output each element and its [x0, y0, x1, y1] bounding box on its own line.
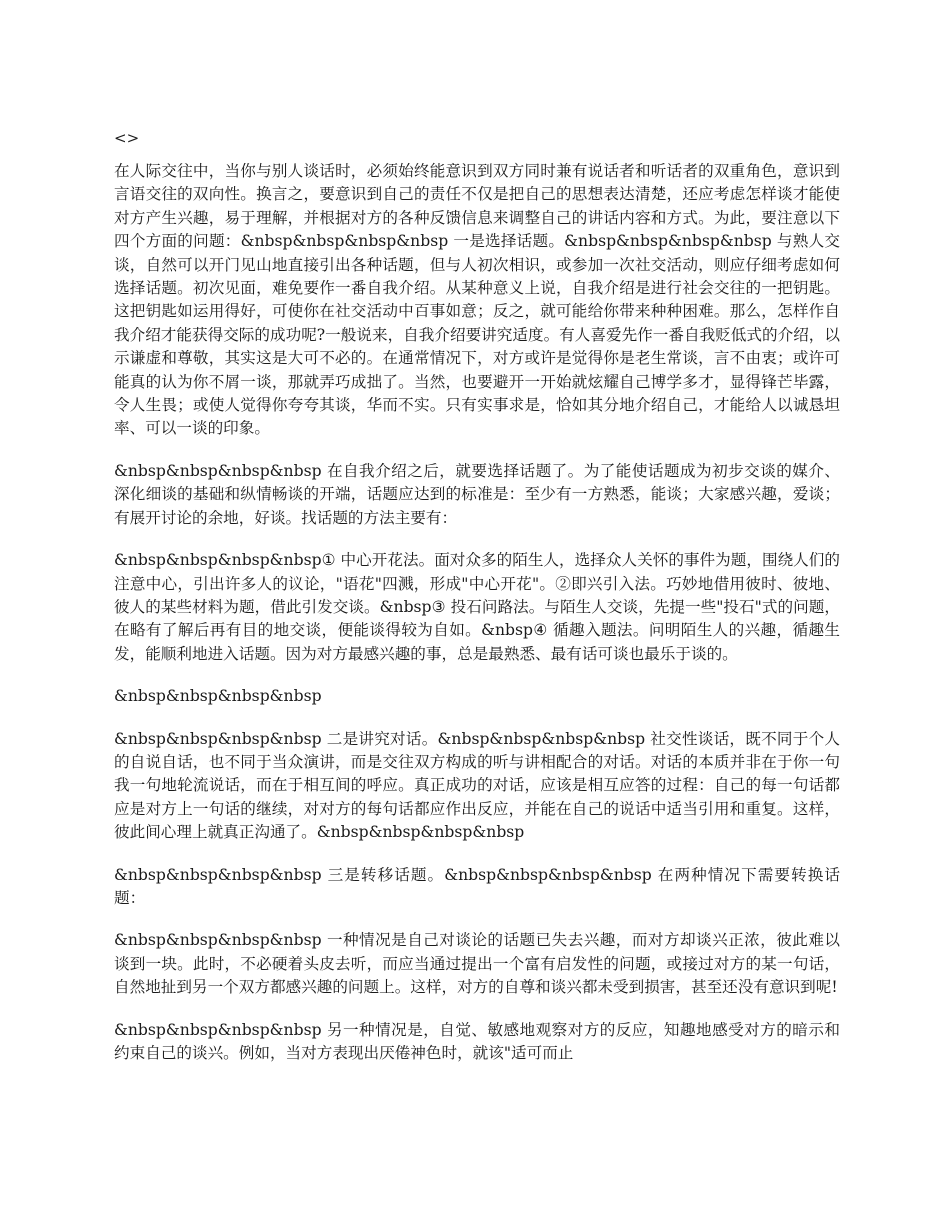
- paragraph-topic-methods: &nbsp&nbsp&nbsp&nbsp① 中心开花法。面对众多的陌生人，选择众人关怀的事件为题，围绕人们的注意中心，引出许多人的议论，"语花"四溅，形成"中心开花"。②即兴引入法。巧妙地借用彼时、彼地、彼人的某些材料为题，借此引发交谈。&nbsp③ 投石问路法。与陌生人交谈，先提一些"投石"式的问题，在略有了解后再有目的地交谈，便能谈得较为自如。&nbsp④ 循趣入题法。问明陌生人的兴趣，循趣生发，能顺利地进入话题。因为对方最感兴趣的事，总是最熟悉、最有话可谈也最乐于谈的。: [114, 551, 840, 663]
- document-body: [114, 160, 840, 1084]
- header-mark: <>: [114, 129, 140, 147]
- paragraph-intro-topic-selection: 在人际交往中，当你与别人谈话时，必须始终能意识到双方同时兼有说话者和听话者的双重角色，意识到言语交往的双向性。换言之，要意识到自己的责任不仅是把自己的思想表达清楚，还应考虑怎样谈才能使对方产生兴趣，易于理解，并根据对方的各种反馈信息来调整自己的讲话内容和方式。为此，要注意以下四个方面的问题：&nbsp&nbsp&nbsp&nbsp 一是选择话题。&nbsp&nbsp&nbsp&nbsp 与熟人交谈，自然可以开门见山地直接引出各种话题，但与人初次相识，或参加一次社交活动，则应仔细考虑如何选择话题。初次见面，难免要作一番自我介绍。从某种意义上说，自我介绍是进行社会交往的一把钥匙。这把钥匙如运用得好，可使你在社交活动中百事如意；反之，就可能给你带来种种困难。那么，怎样作自我介绍才能获得交际的成功呢?一般说来，自我介绍要讲究适度。有人喜爱先作一番自我贬低式的介绍，以示谦虚和尊敬，其实这是大可不必的。在通常情况下，对方或许是觉得你是老生常谈，言不由衷；或许可能真的认为你不屑一谈，那就弄巧成拙了。当然，也要避开一开始就炫耀自己博学多才，显得锋芒毕露，令人生畏；或使人觉得你夸夸其谈，华而不实。只有实事求是，恰如其分地介绍自己，才能给人以诚恳坦率、可以一谈的印象。: [114, 162, 840, 438]
- paragraph-case-one: &nbsp&nbsp&nbsp&nbsp 一种情况是自己对谈论的话题已失去兴趣，而对方却谈兴正浓，彼此难以谈到一块。此时，不必硬着头皮去听，而应当通过提出一个富有启发性的问题，或接过对方的某一句话，自然地扯到另一个双方都感兴趣的问题上。这样，对方的自尊和谈兴都未受到损害，甚至还没有意识到呢!: [114, 931, 840, 997]
- paragraph-shift-topic: &nbsp&nbsp&nbsp&nbsp 三是转移话题。&nbsp&nbsp&nbsp&nbsp 在两种情况下需要转换话题：: [114, 865, 840, 907]
- paragraph-choose-topic: &nbsp&nbsp&nbsp&nbsp 在自我介绍之后，就要选择话题了。为了能使话题成为初步交谈的媒介、深化细谈的基础和纵情畅谈的开端，话题应达到的标准是：至少有一方熟悉，能谈；大家感兴趣，爱谈；有展开讨论的余地，好谈。找话题的方法主要有：: [114, 461, 840, 527]
- paragraph-case-two: &nbsp&nbsp&nbsp&nbsp 另一种情况是，自觉、敏感地观察对方的反应，知趣地感受对方的暗示和约束自己的谈兴。例如，当对方表现出厌倦神色时，就该"适可而止: [114, 1020, 840, 1062]
- paragraph-dialogue: &nbsp&nbsp&nbsp&nbsp 二是讲究对话。&nbsp&nbsp&nbsp&nbsp 社交性谈话，既不同于个人的自说自话，也不同于当众演讲，而是交往双方构成的听与讲相配合的对话。对话的本质并非在于你一句我一句地轮流说话，而在于相互间的呼应。真正成功的对话，应该是相互应答的过程：自己的每一句话都应是对方上一句话的继续，对对方的每句话都应作出反应，并能在自己的说话中适当引用和重复。这样，彼此间心理上就真正沟通了。&nbsp&nbsp&nbsp&nbsp: [114, 729, 840, 842]
- paragraph-spacer: &nbsp&nbsp&nbsp&nbsp: [114, 687, 322, 706]
